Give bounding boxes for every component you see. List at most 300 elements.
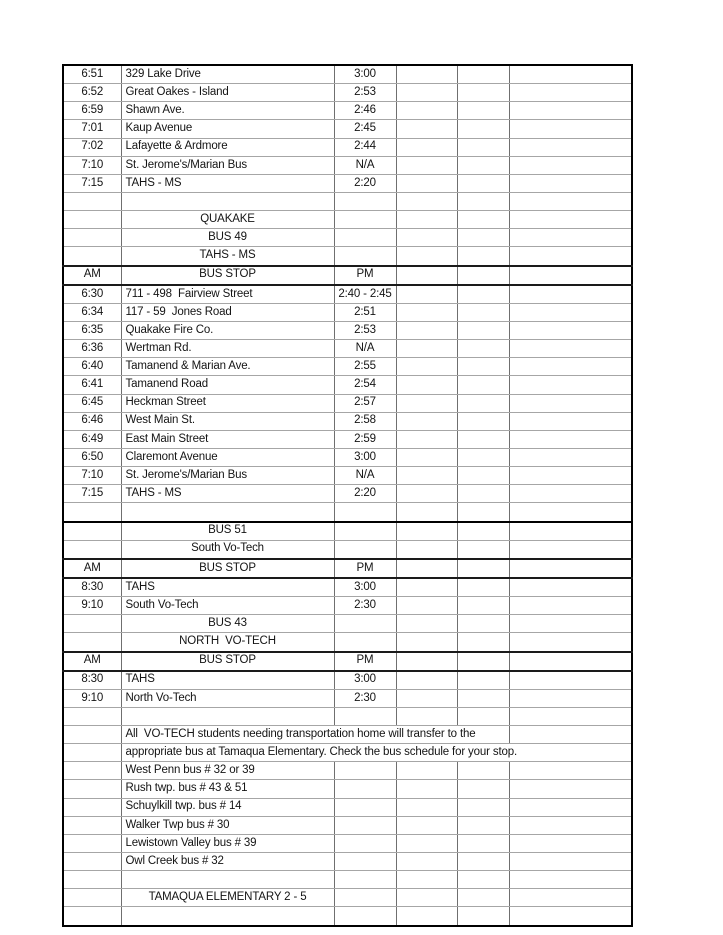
note-cell: All VO-TECH students needing transportation home will transfer to the bbox=[121, 726, 509, 744]
empty-cell bbox=[457, 266, 509, 285]
empty-cell bbox=[457, 652, 509, 671]
empty-cell bbox=[457, 376, 509, 394]
note-cell: appropriate bus at Tamaqua Elementary. Check the bus schedule for your stop. bbox=[121, 744, 632, 762]
table-row bbox=[63, 633, 632, 652]
empty-cell bbox=[457, 762, 509, 780]
empty-cell bbox=[509, 597, 632, 615]
empty-cell bbox=[63, 211, 121, 229]
table-row bbox=[63, 138, 632, 156]
bus-stop-cell: St. Jerome's/Marian Bus bbox=[121, 156, 334, 174]
table-row bbox=[63, 798, 632, 816]
empty-cell bbox=[509, 578, 632, 597]
bus-stop-cell: Shawn Ave. bbox=[121, 102, 334, 120]
time-am-cell: 7:10 bbox=[63, 467, 121, 485]
table-row bbox=[63, 102, 632, 120]
empty-cell bbox=[396, 907, 457, 926]
time-pm-cell: N/A bbox=[334, 467, 396, 485]
empty-cell bbox=[457, 853, 509, 871]
empty-cell bbox=[509, 156, 632, 174]
empty-cell bbox=[396, 430, 457, 448]
col-header-bus-stop: BUS STOP bbox=[121, 266, 334, 285]
table-row bbox=[63, 229, 632, 247]
empty-cell bbox=[457, 503, 509, 522]
time-pm-cell: 2:20 bbox=[334, 485, 396, 503]
empty-cell bbox=[334, 871, 396, 889]
empty-cell bbox=[396, 138, 457, 156]
empty-cell bbox=[457, 448, 509, 466]
empty-cell bbox=[457, 102, 509, 120]
time-am-cell: 7:01 bbox=[63, 120, 121, 138]
empty-cell bbox=[396, 156, 457, 174]
empty-cell bbox=[396, 376, 457, 394]
time-pm-cell: 2:20 bbox=[334, 174, 396, 192]
empty-cell bbox=[334, 540, 396, 559]
table-row bbox=[63, 448, 632, 466]
empty-cell bbox=[457, 211, 509, 229]
bus-stop-cell: Claremont Avenue bbox=[121, 448, 334, 466]
empty-cell bbox=[509, 247, 632, 266]
bus-stop-cell: Tamanend & Marian Ave. bbox=[121, 358, 334, 376]
time-pm-cell bbox=[334, 762, 396, 780]
table-row bbox=[63, 503, 632, 522]
empty-cell bbox=[396, 120, 457, 138]
empty-cell bbox=[334, 247, 396, 266]
empty-cell bbox=[396, 707, 457, 725]
time-pm-cell: 2:44 bbox=[334, 138, 396, 156]
empty-cell bbox=[509, 285, 632, 304]
bus-stop-cell: Schuylkill twp. bus # 14 bbox=[121, 798, 334, 816]
table-row bbox=[63, 780, 632, 798]
empty-cell bbox=[457, 485, 509, 503]
table-row bbox=[63, 412, 632, 430]
empty-cell bbox=[509, 762, 632, 780]
empty-cell bbox=[509, 522, 632, 541]
empty-cell bbox=[396, 615, 457, 633]
empty-cell bbox=[457, 816, 509, 834]
empty-cell bbox=[396, 689, 457, 707]
table-row bbox=[63, 376, 632, 394]
empty-cell bbox=[396, 834, 457, 852]
empty-cell bbox=[396, 597, 457, 615]
bus-stop-cell: East Main Street bbox=[121, 430, 334, 448]
time-am-cell: 7:15 bbox=[63, 174, 121, 192]
time-pm-cell: 3:00 bbox=[334, 578, 396, 597]
time-pm-cell: N/A bbox=[334, 156, 396, 174]
empty-cell bbox=[457, 871, 509, 889]
empty-cell bbox=[457, 907, 509, 926]
table-row bbox=[63, 540, 632, 559]
time-pm-cell: 3:00 bbox=[334, 448, 396, 466]
table-row bbox=[63, 834, 632, 852]
table-row bbox=[63, 467, 632, 485]
empty-cell bbox=[509, 412, 632, 430]
empty-cell bbox=[396, 522, 457, 541]
empty-cell bbox=[121, 192, 334, 210]
table-row bbox=[63, 578, 632, 597]
time-am-cell: 6:51 bbox=[63, 65, 121, 84]
col-header-am: AM bbox=[63, 652, 121, 671]
empty-cell bbox=[334, 707, 396, 725]
time-pm-cell: 2:53 bbox=[334, 321, 396, 339]
empty-cell bbox=[63, 503, 121, 522]
table-row bbox=[63, 266, 632, 285]
time-am-cell bbox=[63, 816, 121, 834]
empty-cell bbox=[509, 448, 632, 466]
empty-cell bbox=[63, 522, 121, 541]
empty-cell bbox=[396, 798, 457, 816]
empty-cell bbox=[63, 707, 121, 725]
empty-cell bbox=[509, 540, 632, 559]
empty-cell bbox=[509, 138, 632, 156]
table-row bbox=[63, 907, 632, 926]
empty-cell bbox=[396, 780, 457, 798]
section-title-cell: NORTH VO-TECH bbox=[121, 633, 334, 652]
time-pm-cell: 2:55 bbox=[334, 358, 396, 376]
time-pm-cell: 2:58 bbox=[334, 412, 396, 430]
empty-cell bbox=[63, 907, 121, 926]
table-row bbox=[63, 726, 632, 744]
time-pm-cell bbox=[334, 816, 396, 834]
time-am-cell: 7:02 bbox=[63, 138, 121, 156]
empty-cell bbox=[509, 303, 632, 321]
time-pm-cell: 2:45 bbox=[334, 120, 396, 138]
time-am-cell: 9:10 bbox=[63, 597, 121, 615]
empty-cell bbox=[509, 229, 632, 247]
empty-cell bbox=[396, 871, 457, 889]
empty-cell bbox=[396, 84, 457, 102]
time-am-cell: 6:34 bbox=[63, 303, 121, 321]
empty-cell bbox=[509, 394, 632, 412]
empty-cell bbox=[509, 211, 632, 229]
empty-cell bbox=[396, 174, 457, 192]
empty-cell bbox=[509, 907, 632, 926]
empty-cell bbox=[396, 102, 457, 120]
empty-cell bbox=[396, 485, 457, 503]
empty-cell bbox=[396, 394, 457, 412]
time-am-cell: 6:49 bbox=[63, 430, 121, 448]
time-am-cell: 6:45 bbox=[63, 394, 121, 412]
bus-stop-cell: Kaup Avenue bbox=[121, 120, 334, 138]
empty-cell bbox=[396, 578, 457, 597]
empty-cell bbox=[457, 412, 509, 430]
time-pm-cell bbox=[334, 834, 396, 852]
bus-stop-cell: Lewistown Valley bus # 39 bbox=[121, 834, 334, 852]
time-am-cell bbox=[63, 798, 121, 816]
empty-cell bbox=[457, 430, 509, 448]
empty-cell bbox=[509, 889, 632, 907]
time-am-cell: 6:41 bbox=[63, 376, 121, 394]
empty-cell bbox=[396, 559, 457, 578]
bus-stop-cell: TAHS - MS bbox=[121, 485, 334, 503]
empty-cell bbox=[457, 671, 509, 690]
empty-cell bbox=[396, 211, 457, 229]
table-row bbox=[63, 285, 632, 304]
table-row bbox=[63, 65, 632, 84]
col-header-bus-stop: BUS STOP bbox=[121, 559, 334, 578]
time-am-cell bbox=[63, 780, 121, 798]
empty-cell bbox=[509, 671, 632, 690]
empty-cell bbox=[396, 340, 457, 358]
col-header-pm: PM bbox=[334, 266, 396, 285]
time-am-cell bbox=[63, 834, 121, 852]
empty-cell bbox=[457, 889, 509, 907]
empty-cell bbox=[121, 907, 334, 926]
section-title-cell: BUS 43 bbox=[121, 615, 334, 633]
empty-cell bbox=[457, 834, 509, 852]
empty-cell bbox=[63, 615, 121, 633]
empty-cell bbox=[457, 798, 509, 816]
empty-cell bbox=[509, 633, 632, 652]
time-am-cell: 8:30 bbox=[63, 671, 121, 690]
time-am-cell: 8:30 bbox=[63, 578, 121, 597]
empty-cell bbox=[457, 467, 509, 485]
empty-cell bbox=[457, 303, 509, 321]
table-row bbox=[63, 394, 632, 412]
empty-cell bbox=[457, 229, 509, 247]
table-row bbox=[63, 358, 632, 376]
empty-cell bbox=[396, 192, 457, 210]
table-row bbox=[63, 84, 632, 102]
bus-stop-cell: TAHS bbox=[121, 578, 334, 597]
time-am-cell: 6:46 bbox=[63, 412, 121, 430]
empty-cell bbox=[509, 430, 632, 448]
empty-cell bbox=[396, 503, 457, 522]
empty-cell bbox=[334, 192, 396, 210]
time-am-cell: 6:30 bbox=[63, 285, 121, 304]
table-row bbox=[63, 816, 632, 834]
empty-cell bbox=[121, 871, 334, 889]
empty-cell bbox=[457, 689, 509, 707]
empty-cell bbox=[63, 192, 121, 210]
empty-cell bbox=[457, 707, 509, 725]
empty-cell bbox=[63, 247, 121, 266]
section-title-cell: TAHS - MS bbox=[121, 247, 334, 266]
empty-cell bbox=[457, 247, 509, 266]
empty-cell bbox=[396, 266, 457, 285]
empty-cell bbox=[334, 229, 396, 247]
empty-cell bbox=[457, 65, 509, 84]
empty-cell bbox=[509, 84, 632, 102]
time-pm-cell bbox=[334, 853, 396, 871]
empty-cell bbox=[334, 889, 396, 907]
time-am-cell: 6:36 bbox=[63, 340, 121, 358]
empty-cell bbox=[509, 707, 632, 725]
bus-stop-cell: Lafayette & Ardmore bbox=[121, 138, 334, 156]
bus-stop-cell: TAHS - MS bbox=[121, 174, 334, 192]
time-pm-cell: 2:51 bbox=[334, 303, 396, 321]
bus-stop-cell: Quakake Fire Co. bbox=[121, 321, 334, 339]
empty-cell bbox=[457, 578, 509, 597]
bus-stop-cell: West Main St. bbox=[121, 412, 334, 430]
empty-cell bbox=[457, 138, 509, 156]
empty-cell bbox=[396, 467, 457, 485]
time-am-cell: 6:35 bbox=[63, 321, 121, 339]
table-row bbox=[63, 303, 632, 321]
empty-cell bbox=[396, 448, 457, 466]
empty-cell bbox=[457, 321, 509, 339]
empty-cell bbox=[457, 285, 509, 304]
empty-cell bbox=[457, 358, 509, 376]
empty-cell bbox=[509, 102, 632, 120]
empty-cell bbox=[396, 633, 457, 652]
empty-cell bbox=[396, 412, 457, 430]
table-row bbox=[63, 321, 632, 339]
section-title-cell: TAMAQUA ELEMENTARY 2 - 5 bbox=[121, 889, 334, 907]
empty-cell bbox=[396, 762, 457, 780]
empty-cell bbox=[509, 853, 632, 871]
bus-stop-cell: North Vo-Tech bbox=[121, 689, 334, 707]
col-header-am: AM bbox=[63, 266, 121, 285]
bus-stop-cell: St. Jerome's/Marian Bus bbox=[121, 467, 334, 485]
empty-cell bbox=[509, 689, 632, 707]
empty-cell bbox=[457, 84, 509, 102]
bus-stop-cell: Rush twp. bus # 43 & 51 bbox=[121, 780, 334, 798]
table-row bbox=[63, 211, 632, 229]
empty-cell bbox=[457, 120, 509, 138]
empty-cell bbox=[396, 816, 457, 834]
empty-cell bbox=[509, 376, 632, 394]
empty-cell bbox=[509, 467, 632, 485]
empty-cell bbox=[509, 816, 632, 834]
time-pm-cell: 2:59 bbox=[334, 430, 396, 448]
empty-cell bbox=[457, 559, 509, 578]
time-pm-cell: 2:57 bbox=[334, 394, 396, 412]
empty-cell bbox=[334, 615, 396, 633]
empty-cell bbox=[457, 522, 509, 541]
empty-cell bbox=[121, 503, 334, 522]
empty-cell bbox=[63, 633, 121, 652]
empty-cell bbox=[396, 889, 457, 907]
table-row bbox=[63, 889, 632, 907]
time-am-cell: 6:40 bbox=[63, 358, 121, 376]
table-row bbox=[63, 707, 632, 725]
table-row bbox=[63, 871, 632, 889]
bus-stop-cell: Great Oakes - Island bbox=[121, 84, 334, 102]
empty-cell bbox=[63, 871, 121, 889]
time-pm-cell: 3:00 bbox=[334, 671, 396, 690]
empty-cell bbox=[63, 889, 121, 907]
col-header-pm: PM bbox=[334, 559, 396, 578]
time-pm-cell: 3:00 bbox=[334, 65, 396, 84]
empty-cell bbox=[457, 394, 509, 412]
time-am-cell: 6:52 bbox=[63, 84, 121, 102]
empty-cell bbox=[63, 540, 121, 559]
empty-cell bbox=[396, 229, 457, 247]
empty-cell bbox=[396, 285, 457, 304]
table-row bbox=[63, 671, 632, 690]
empty-cell bbox=[509, 871, 632, 889]
bus-schedule-table bbox=[62, 64, 633, 927]
empty-cell bbox=[509, 503, 632, 522]
empty-cell bbox=[509, 65, 632, 84]
empty-cell bbox=[334, 503, 396, 522]
empty-cell bbox=[509, 358, 632, 376]
col-header-am: AM bbox=[63, 559, 121, 578]
bus-stop-cell: Heckman Street bbox=[121, 394, 334, 412]
time-pm-cell: 2:53 bbox=[334, 84, 396, 102]
empty-cell bbox=[457, 780, 509, 798]
empty-cell bbox=[396, 303, 457, 321]
empty-cell bbox=[334, 907, 396, 926]
empty-cell bbox=[509, 726, 632, 744]
time-pm-cell: 2:30 bbox=[334, 689, 396, 707]
table-row bbox=[63, 247, 632, 266]
empty-cell bbox=[509, 780, 632, 798]
bus-stop-cell: 711 - 498 Fairview Street bbox=[121, 285, 334, 304]
table-row bbox=[63, 120, 632, 138]
time-pm-cell bbox=[334, 780, 396, 798]
empty-cell bbox=[509, 120, 632, 138]
empty-cell bbox=[396, 321, 457, 339]
time-am-cell: 7:10 bbox=[63, 156, 121, 174]
section-title-cell: South Vo-Tech bbox=[121, 540, 334, 559]
bus-stop-cell: Tamanend Road bbox=[121, 376, 334, 394]
empty-cell bbox=[509, 798, 632, 816]
empty-cell bbox=[509, 652, 632, 671]
empty-cell bbox=[121, 707, 334, 725]
table-row bbox=[63, 485, 632, 503]
table-row bbox=[63, 615, 632, 633]
empty-cell bbox=[457, 156, 509, 174]
empty-cell bbox=[457, 174, 509, 192]
empty-cell bbox=[334, 633, 396, 652]
table-row bbox=[63, 652, 632, 671]
section-title-cell: BUS 51 bbox=[121, 522, 334, 541]
empty-cell bbox=[457, 340, 509, 358]
time-pm-cell bbox=[334, 798, 396, 816]
time-pm-cell: N/A bbox=[334, 340, 396, 358]
empty-cell bbox=[509, 192, 632, 210]
empty-cell bbox=[509, 615, 632, 633]
empty-cell bbox=[63, 229, 121, 247]
time-pm-cell: 2:40 - 2:45 bbox=[334, 285, 396, 304]
empty-cell bbox=[457, 597, 509, 615]
bus-stop-cell: TAHS bbox=[121, 671, 334, 690]
empty-cell bbox=[509, 834, 632, 852]
table-row bbox=[63, 522, 632, 541]
time-am-cell: 9:10 bbox=[63, 689, 121, 707]
empty-cell bbox=[396, 247, 457, 266]
table-row bbox=[63, 853, 632, 871]
bus-stop-cell: Walker Twp bus # 30 bbox=[121, 816, 334, 834]
time-am-cell bbox=[63, 853, 121, 871]
empty-cell bbox=[509, 174, 632, 192]
empty-cell bbox=[457, 615, 509, 633]
table-row bbox=[63, 597, 632, 615]
empty-cell bbox=[509, 485, 632, 503]
empty-cell bbox=[509, 321, 632, 339]
table-row bbox=[63, 340, 632, 358]
empty-cell bbox=[396, 65, 457, 84]
col-header-pm: PM bbox=[334, 652, 396, 671]
time-pm-cell: 2:30 bbox=[334, 597, 396, 615]
empty-cell bbox=[63, 744, 121, 762]
empty-cell bbox=[457, 540, 509, 559]
empty-cell bbox=[396, 540, 457, 559]
empty-cell bbox=[396, 652, 457, 671]
bus-stop-cell: Owl Creek bus # 32 bbox=[121, 853, 334, 871]
time-am-cell: 6:50 bbox=[63, 448, 121, 466]
empty-cell bbox=[509, 559, 632, 578]
time-am-cell: 7:15 bbox=[63, 485, 121, 503]
empty-cell bbox=[396, 853, 457, 871]
time-am-cell bbox=[63, 762, 121, 780]
empty-cell bbox=[396, 358, 457, 376]
empty-cell bbox=[509, 266, 632, 285]
bus-schedule-table-body bbox=[63, 65, 632, 926]
col-header-bus-stop: BUS STOP bbox=[121, 652, 334, 671]
empty-cell bbox=[457, 633, 509, 652]
